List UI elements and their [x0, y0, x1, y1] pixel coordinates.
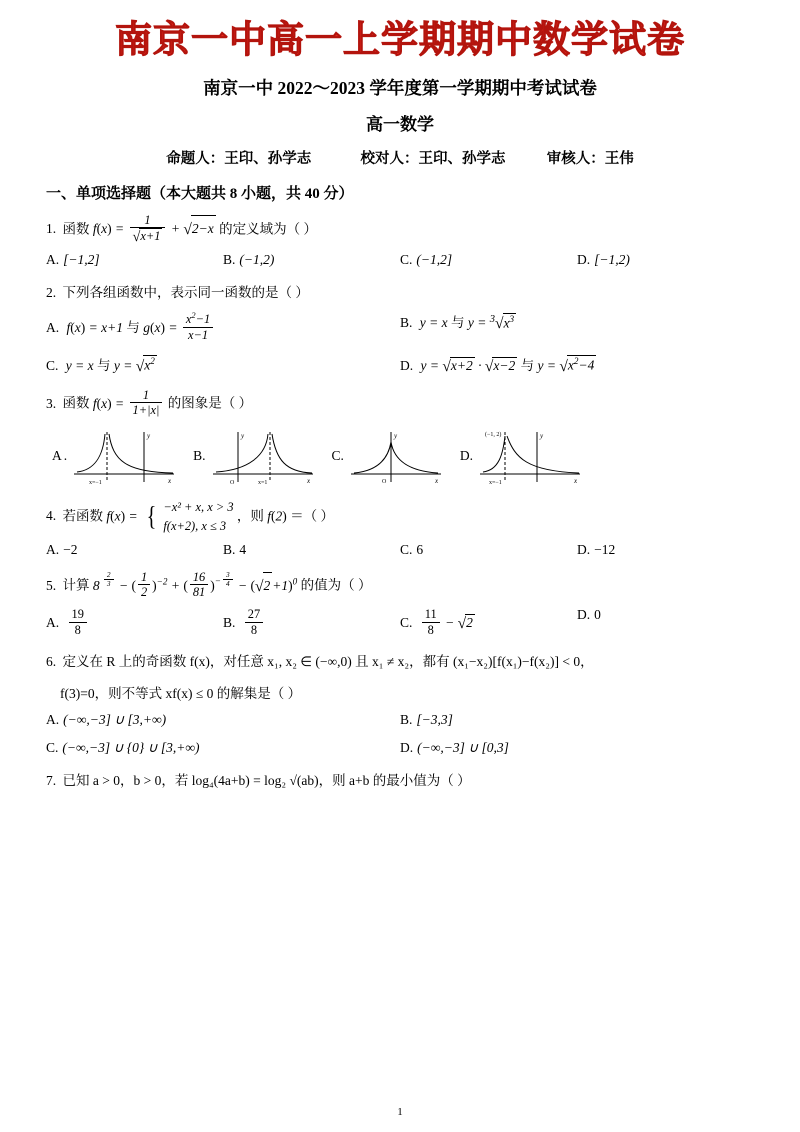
- option-2-A[interactable]: A. f(x) = x+1 与 g(x) = $\frac{x^2-1}{x-1}$: [46, 311, 400, 342]
- svg-text:y: y: [393, 431, 398, 440]
- question-7: [46, 768, 754, 794]
- question-1-stem-prefix: 函数: [62, 221, 90, 237]
- graph-icon-C: [346, 426, 446, 486]
- reviewer-label: 审核人：王伟: [546, 150, 634, 167]
- option-1-A[interactable]: A. [−1,2]: [46, 251, 100, 267]
- page-banner-title: 南京一中高一上学期期中数学试卷: [115, 19, 685, 60]
- question-7-number: 7.: [46, 773, 57, 789]
- option-5-B[interactable]: B. $\frac{27}{8}$: [223, 607, 400, 637]
- question-3-number: 3.: [46, 395, 57, 411]
- question-6-number: 6.: [46, 653, 57, 669]
- svg-text:x=1: x=1: [257, 479, 267, 486]
- question-6: [46, 649, 754, 675]
- question-3-stem-suffix: 的图象是（ ）: [167, 395, 253, 411]
- option-1-D[interactable]: D. [−1,2): [577, 251, 630, 267]
- question-3-formula: f(x) = $\frac{1}{1+|x|}$: [93, 396, 168, 411]
- authors-line: [46, 147, 754, 168]
- option-3-D[interactable]: D. y x (−1, 2) x=−1: [460, 426, 585, 486]
- svg-text:x: x: [306, 476, 310, 485]
- option-2-C[interactable]: C. y = x 与 $y = √x^2$: [46, 356, 155, 376]
- graph-icon-B: [208, 426, 318, 486]
- option-3-B[interactable]: B. y x O x=1: [193, 426, 317, 486]
- option-2-B[interactable]: B. y = x 与 $y = ^3√x^3$: [400, 313, 515, 333]
- question-4-cases: −x² + x, x > 3 f(x+2), x ≤ 3: [163, 499, 234, 533]
- document-subtitle: 高一数学: [366, 114, 434, 134]
- question-4-stem-prefix: 若函数: [62, 508, 103, 524]
- question-3-graph-options: [52, 426, 754, 486]
- option-6-B[interactable]: B. [−3,3]: [400, 712, 453, 728]
- svg-text:x: x: [574, 476, 578, 485]
- section-heading: 一、单项选择题（本大题共 8 小题，共 40 分）: [46, 185, 354, 202]
- document-title: 南京一中 2022～2023 学年度第一学期期中考试试卷: [203, 77, 597, 98]
- svg-text:O: O: [229, 479, 234, 486]
- question-1-number: 1.: [46, 221, 57, 237]
- option-3-C[interactable]: C. y x O: [332, 426, 446, 486]
- option-5-C[interactable]: C. $\frac{11}{8}$ − √2: [400, 607, 473, 637]
- svg-text:x=−1: x=−1: [89, 479, 102, 486]
- option-4-C[interactable]: C. 6: [400, 542, 424, 558]
- question-3: [46, 388, 754, 418]
- question-2-number: 2.: [46, 284, 57, 300]
- question-3-stem-prefix: 函数: [62, 395, 90, 411]
- question-5-options: [46, 607, 754, 637]
- option-3-A[interactable]: A . y x x=−1: [52, 426, 179, 486]
- option-1-B[interactable]: B. (−1,2): [223, 251, 275, 267]
- option-6-D[interactable]: D. (−∞,−3] ∪ [0,3]: [400, 740, 509, 756]
- question-4-stem-suffix: ＝（ ）: [290, 508, 335, 524]
- piecewise-brace: {: [146, 501, 157, 532]
- option-5-A[interactable]: A. $\frac{19}{8}$: [46, 607, 223, 637]
- question-5-stem-prefix: 计算: [62, 577, 90, 593]
- svg-text:x: x: [168, 476, 172, 485]
- option-6-A[interactable]: A. (−∞,−3] ∪ [3,+∞): [46, 712, 167, 728]
- question-6-line1: 定义在 R 上的奇函数 f(x)，对任意 x₁, x₂ ∈ (−∞,0) 且 x₁ ≠ x₂，都有 (x₁−x₂)[f(x₁)−f(x₂)] < 0，: [62, 653, 594, 669]
- option-2-D[interactable]: D. y = √x+2 · √x−2 与 $y = √x^2-4$: [400, 356, 595, 376]
- svg-text:(−1, 2): (−1, 2): [485, 431, 502, 438]
- option-6-C[interactable]: C. (−∞,−3] ∪ {0} ∪ [3,+∞): [46, 740, 200, 756]
- question-4-number: 4.: [46, 508, 57, 524]
- option-1-C[interactable]: C. (−1,2]: [400, 251, 453, 267]
- question-2-options-row2: [46, 354, 754, 376]
- graph-icon-A: [69, 426, 179, 486]
- option-5-D[interactable]: D. 0: [577, 607, 601, 623]
- proofreader-label: 校对人：王印、孙学志: [360, 150, 506, 167]
- question-6-line2-wrap: [60, 681, 754, 707]
- question-1-formula: f(x) = $\frac{1}{√x+1}$ + √2−x: [92, 212, 214, 246]
- svg-text:y: y: [240, 431, 244, 440]
- question-6-line2: f(3)=0，则不等式 xf(x) ≤ 0 的解集是（ ）: [60, 685, 302, 701]
- question-5-formula: 8 $^{\frac{2}{3}}$ − ( $\frac{1}{2}$ )$^{-2}$ + ( $\frac{16}{81}$ )$^{- \frac{3}{4}}$ − $(√2 +1)^0$: [92, 569, 298, 600]
- option-4-A[interactable]: A. −2: [46, 542, 78, 558]
- question-2: [46, 280, 754, 306]
- question-4-stem-mid: ，则: [236, 508, 264, 524]
- question-1-stem-suffix: 的定义域为（ ）: [219, 221, 317, 237]
- question-2-stem: 下列各组函数中，表示同一函数的是（ ）: [62, 284, 309, 300]
- question-5: [46, 570, 754, 601]
- option-4-D[interactable]: D. −12: [577, 542, 616, 558]
- svg-text:O: O: [381, 478, 387, 485]
- option-4-B[interactable]: B. 4: [223, 542, 247, 558]
- question-1-options: [46, 252, 754, 268]
- question-2-options-row1: [46, 311, 754, 342]
- question-6-options-row1: [46, 712, 754, 728]
- question-5-stem-suffix: 的值为（ ）: [300, 577, 372, 593]
- setter-label: 命题人：王印、孙学志: [166, 150, 312, 167]
- page-number: 1: [397, 1106, 403, 1118]
- question-1: [46, 213, 754, 246]
- svg-text:y: y: [540, 431, 544, 440]
- graph-icon-D: [475, 426, 585, 486]
- question-6-options-row2: [46, 740, 754, 756]
- svg-text:x: x: [434, 476, 439, 485]
- question-7-stem: 已知 a > 0，b > 0，若 log₄(4a+b) = log₂ √(ab)，则 a+b 的最小值为（ ）: [62, 773, 471, 789]
- question-4: 4. 若函数 f(x) = { −x² + x, x > 3 f(x+2), x ≤ 3 ，则 f(2) ＝（ ）: [46, 498, 754, 537]
- question-4-options: [46, 542, 754, 558]
- question-5-number: 5.: [46, 577, 57, 593]
- svg-text:y: y: [147, 431, 151, 440]
- svg-text:x=−1: x=−1: [489, 479, 502, 486]
